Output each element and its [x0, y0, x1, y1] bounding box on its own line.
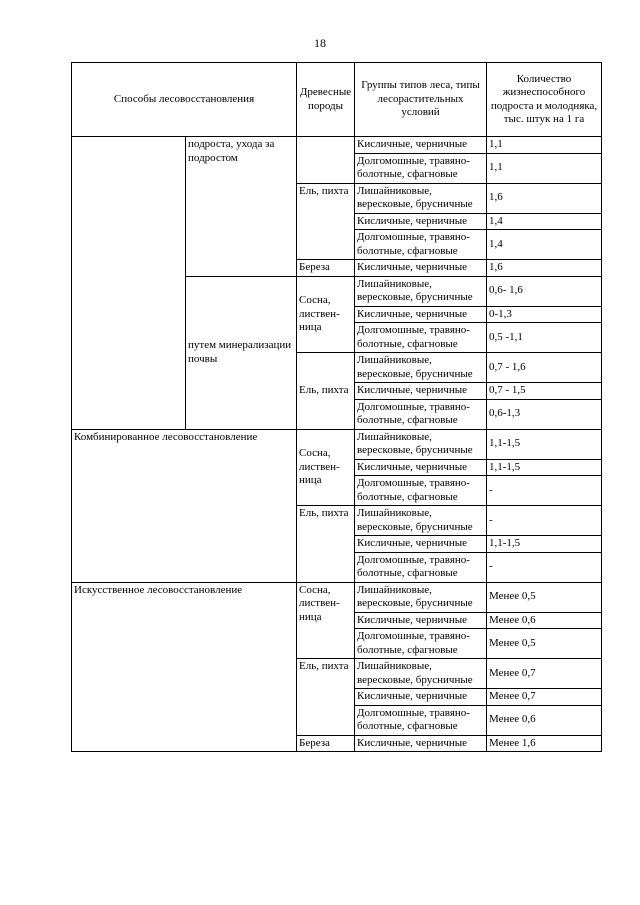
- forest-type-cell: Кисличные, черничные: [355, 306, 487, 323]
- value-cell: 0,7 - 1,5: [487, 383, 602, 400]
- value-cell: Менее 0,5: [487, 582, 602, 612]
- header-forest-types: Группы типов леса, типы лесорастительных условий: [355, 63, 487, 137]
- forest-type-cell: Кисличные, черничные: [355, 383, 487, 400]
- header-species: Древесные породы: [297, 63, 355, 137]
- species-cell: Береза: [297, 735, 355, 752]
- forest-type-cell: Лишайниковые, вересковые, брусничные: [355, 353, 487, 383]
- forest-type-cell: Долгомошные, травяно-болотные, сфагновые: [355, 629, 487, 659]
- forest-type-cell: Долгомошные, травяно-болотные, сфагновые: [355, 399, 487, 429]
- forest-type-cell: Лишайниковые, вересковые, брусничные: [355, 506, 487, 536]
- header-methods: Способы лесовосстановления: [72, 63, 297, 137]
- species-cell: Сосна, листвен-ница: [297, 582, 355, 659]
- value-cell: 1,1-1,5: [487, 536, 602, 553]
- forest-type-cell: Лишайниковые, вересковые, брусничные: [355, 276, 487, 306]
- method-artificial: Искусственное лесовосстановление: [72, 582, 297, 752]
- forest-type-cell: Лишайниковые, вересковые, брусничные: [355, 659, 487, 689]
- page-number: 18: [314, 36, 326, 50]
- forest-type-cell: Лишайниковые, вересковые, брусничные: [355, 582, 487, 612]
- value-cell: Менее 0,7: [487, 659, 602, 689]
- value-cell: 1,1: [487, 153, 602, 183]
- forest-type-cell: Долгомошные, травяно-болотные, сфагновые: [355, 153, 487, 183]
- value-cell: Менее 0,7: [487, 689, 602, 706]
- value-cell: 1,4: [487, 213, 602, 230]
- value-cell: 0,5 -1,1: [487, 323, 602, 353]
- forest-type-cell: Долгомошные, травяно-болотные, сфагновые: [355, 552, 487, 582]
- method-combined: Комбинированное лесовосстановление: [72, 429, 297, 582]
- forest-type-cell: Кисличные, черничные: [355, 213, 487, 230]
- value-cell: 1,4: [487, 230, 602, 260]
- forest-type-cell: Лишайниковые, вересковые, брусничные: [355, 183, 487, 213]
- forest-type-cell: Лишайниковые, вересковые, брусничные: [355, 429, 487, 459]
- method-care: подроста, ухода за подростом: [186, 137, 297, 277]
- forest-type-cell: Долгомошные, травяно-болотные, сфагновые: [355, 476, 487, 506]
- value-cell: 1,1-1,5: [487, 459, 602, 476]
- value-cell: Менее 0,6: [487, 612, 602, 629]
- forest-type-cell: Кисличные, черничные: [355, 689, 487, 706]
- forest-type-cell: Долгомошные, травяно-болотные, сфагновые: [355, 705, 487, 735]
- forest-type-cell: Долгомошные, травяно-болотные, сфагновые: [355, 230, 487, 260]
- value-cell: Менее 0,5: [487, 629, 602, 659]
- value-cell: 1,6: [487, 260, 602, 277]
- value-cell: 0,6- 1,6: [487, 276, 602, 306]
- forest-type-cell: Кисличные, черничные: [355, 137, 487, 154]
- species-cell: Сосна, листвен-ница: [297, 276, 355, 353]
- forest-type-cell: Кисличные, черничные: [355, 735, 487, 752]
- value-cell: 0,7 - 1,6: [487, 353, 602, 383]
- species-cell: Ель, пихта: [297, 506, 355, 583]
- value-cell: Менее 0,6: [487, 705, 602, 735]
- species-cell: Береза: [297, 260, 355, 277]
- value-cell: Менее 1,6: [487, 735, 602, 752]
- method-cell-empty: [72, 137, 186, 430]
- species-cell-empty: [297, 137, 355, 184]
- header-quantity: Количество жизнеспособного подроста и молодняка, тыс. штук на 1 га: [487, 63, 602, 137]
- forest-type-cell: Кисличные, черничные: [355, 459, 487, 476]
- value-cell: 1,6: [487, 183, 602, 213]
- forest-type-cell: Кисличные, черничные: [355, 260, 487, 277]
- value-cell: -: [487, 476, 602, 506]
- value-cell: -: [487, 552, 602, 582]
- method-mineral: путем минерализации почвы: [186, 276, 297, 429]
- value-cell: 1,1: [487, 137, 602, 154]
- forest-type-cell: Кисличные, черничные: [355, 612, 487, 629]
- value-cell: 0,6-1,3: [487, 399, 602, 429]
- value-cell: 0-1,3: [487, 306, 602, 323]
- reforestation-table: [71, 62, 602, 752]
- species-cell: Ель, пихта: [297, 353, 355, 430]
- value-cell: 1,1-1,5: [487, 429, 602, 459]
- value-cell: -: [487, 506, 602, 536]
- species-cell: Ель, пихта: [297, 183, 355, 260]
- forest-type-cell: Долгомошные, травяно-болотные, сфагновые: [355, 323, 487, 353]
- forest-type-cell: Кисличные, черничные: [355, 536, 487, 553]
- species-cell: Ель, пихта: [297, 659, 355, 736]
- species-cell: Сосна, листвен-ница: [297, 429, 355, 506]
